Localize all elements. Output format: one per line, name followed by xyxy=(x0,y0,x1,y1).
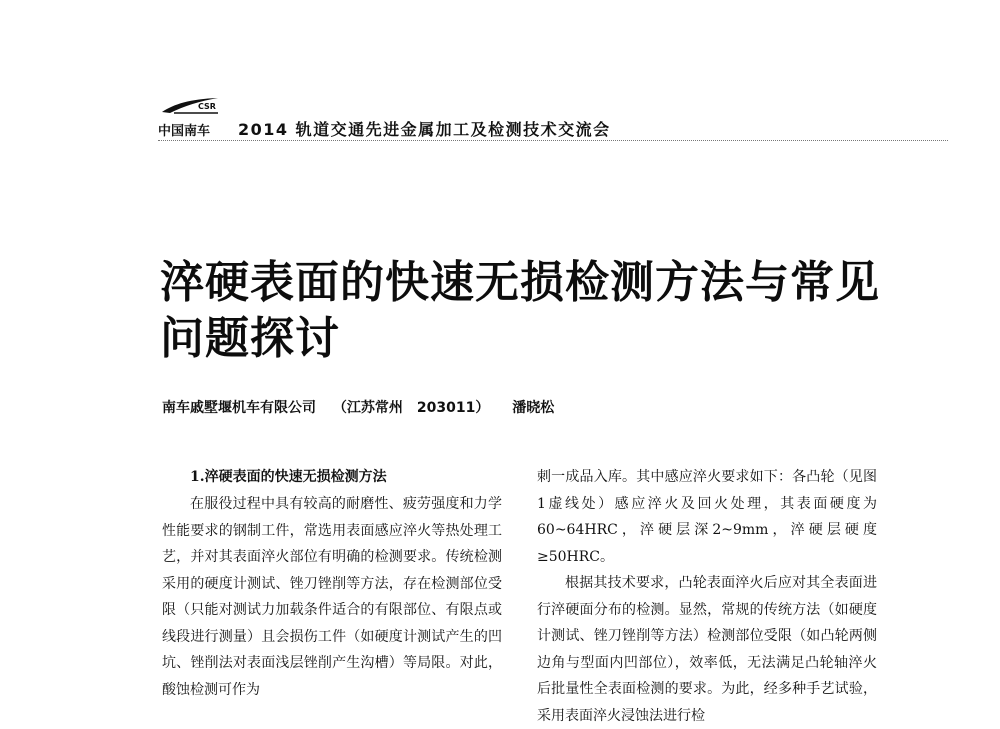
logo-abbreviation: CSR xyxy=(198,102,216,111)
csr-logo xyxy=(158,96,230,140)
paper-title-line-2: 问题探讨 xyxy=(160,313,340,364)
logo-company-name: 中国南车 xyxy=(158,124,211,139)
location: （江苏常州 203011） xyxy=(332,400,490,416)
paper-title-line-1: 淬硬表面的快速无损检测方法与常见 xyxy=(160,257,880,308)
author-line xyxy=(162,397,554,417)
conference-header xyxy=(158,96,948,148)
body-paragraph: 刺一成品入库。其中感应淬火要求如下：各凸轮（见图1虚线处）感应淬火及回火处理，其表面硬度为60~64HRC，淬硬层深2~9mm，淬硬层硬度≥50HRC。 xyxy=(537,469,877,565)
body-column-right xyxy=(537,464,877,729)
paper-title xyxy=(160,255,900,367)
body-column-left xyxy=(162,464,502,703)
body-paragraph: 在服役过程中具有较高的耐磨性、疲劳强度和力学性能要求的钢制工件，常选用表面感应淬火等热处理工艺，并对其表面淬火部位有明确的检测要求。传统检测采用的硬度计测试、锉刀锉削等方法，存在检测部位受限（只能对测试力加载条件适合的有限部位、有限点或线段进行测量）且会损伤工件（如硬度计测试产生的凹坑、锉削法对表面浅层锉削产生沟槽）等局限。对此，酸蚀检测可作为 xyxy=(162,496,502,698)
body-paragraph: 根据其技术要求，凸轮表面淬火后应对其全表面进行淬硬面分布的检测。显然，常规的传统方法（如硬度计测试、锉刀锉削等方法）检测部位受限（如凸轮两侧边角与型面内凹部位），效率低，无法满足凸轮轴淬火后批量性全表面检测的要求。为此，经多种手艺试验，采用表面淬火浸蚀法进行检 xyxy=(537,575,877,724)
header-divider xyxy=(158,140,948,141)
author-name: 潘晓松 xyxy=(512,400,555,416)
conference-title: 2014 轨道交通先进金属加工及检测技术交流会 xyxy=(238,120,611,139)
section-heading: 1.淬硬表面的快速无损检测方法 xyxy=(190,469,387,485)
affiliation: 南车戚墅堰机车有限公司 xyxy=(162,400,316,416)
